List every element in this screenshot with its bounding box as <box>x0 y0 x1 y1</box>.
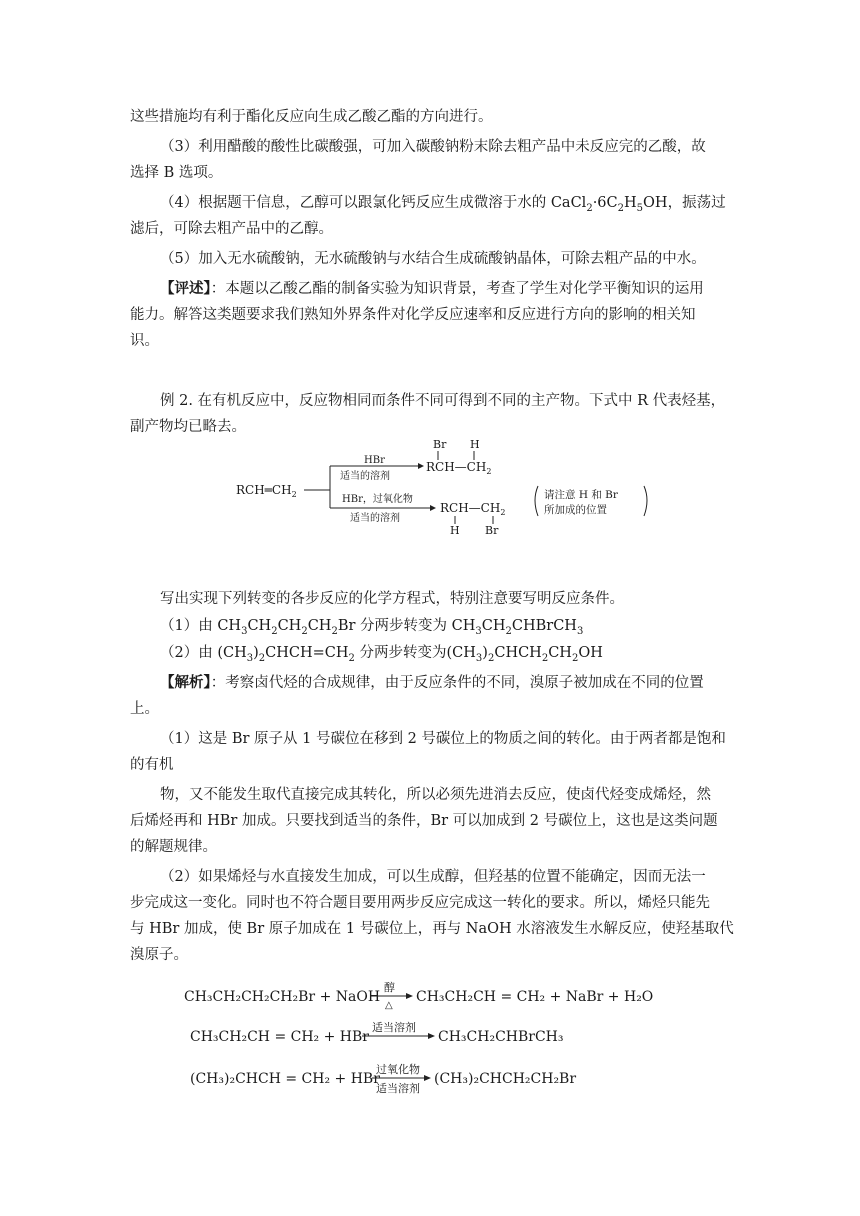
equation-2-condition-top: 适当溶剂 <box>372 1021 416 1034</box>
para-conclusion: 这些措施均有利于酯化反应向生成乙酸乙酯的方向进行。 <box>130 109 493 125</box>
equation-1-arrow-head <box>406 993 413 999</box>
example-2-line-1: 例 2. 在有机反应中，反应物相同而条件不同可得到不同的主产物。下式中 R 代表烃基， <box>160 393 726 409</box>
item-4-line-1: （4）根据题干信息，乙醇可以跟氯化钙反应生成微溶于水的 $CaCl_2\cdot 6C_2H_5OH$，振荡过 <box>160 195 726 214</box>
product-2-formula: $RCH—CH_2$ <box>440 501 506 517</box>
equation-2-right: CH₃CH₂CHBrCH₃ <box>438 1029 564 1045</box>
product-2-br: Br <box>485 524 499 537</box>
note-bracket-left <box>535 486 538 516</box>
analysis-line-1: 【解析】：考察卤代烃的合成规律，由于反应条件的不同，溴原子被加成在不同的位置 <box>160 674 704 691</box>
analysis-tag: 【解析】 <box>160 674 211 691</box>
analysis-part-2-line-3: 与 HBr 加成，使 Br 原子加成在 1 号碳位上，再与 NaOH 水溶液发生水解反应，使羟基取代 <box>130 921 734 937</box>
analysis-part-2-line-4: 溴原子。 <box>130 947 188 963</box>
equation-1-condition-bottom: △ <box>385 1000 393 1011</box>
equation-3-left: (CH₃)₂CHCH = CH₂ + HBr <box>190 1071 380 1087</box>
reactant-label: $RCH═CH_2$ <box>236 483 297 499</box>
analysis-part-1-line-2: 的有机 <box>130 757 174 773</box>
reaction-scheme-diagram <box>232 438 662 538</box>
analysis-part-1-line-5: 的解题规律。 <box>130 839 217 855</box>
item-4-line-2: 滤后，可除去粗产品中的乙醇。 <box>130 221 333 237</box>
product-2-h: H <box>450 524 460 537</box>
product-1-formula: $RCH—CH_2$ <box>426 460 492 476</box>
analysis-part-2-line-1: （2）如果烯烃与水直接发生加成，可以生成醇，但羟基的位置不能确定，因而无法一 <box>160 869 706 885</box>
review-line-1: 【评述】：本题以乙酸乙酯的制备实验为知识背景，考查了学生对化学平衡知识的运用 <box>160 280 704 297</box>
equation-3-condition-bottom: 适当溶剂 <box>376 1082 420 1095</box>
example-2-line-2: 副产物均已略去。 <box>130 419 246 435</box>
task-question-1: （1）由 $CH_3CH_2CH_2CH_2Br$ 分两步转变为 $CH_3CH_2CHBrCH_3$ <box>160 618 584 637</box>
cond-1-bottom: 适当的溶剂 <box>340 471 390 482</box>
analysis-part-2-line-2: 步完成这一变化。同时也不符合题目要用两步反应完成这一转化的要求。所以，烯烃只能先 <box>130 895 710 911</box>
product-1-br: Br <box>433 438 447 451</box>
equation-3-arrow-head <box>424 1075 431 1081</box>
analysis-line-2: 上。 <box>130 701 159 717</box>
item-5-line-1: （5）加入无水硫酸钠，无水硫酸钠与水结合生成硫酸钠晶体，可除去粗产品的中水。 <box>160 251 706 267</box>
item-3-line-1: （3）利用醋酸的酸性比碳酸强，可加入碳酸钠粉末除去粗产品中未反应完的乙酸，故 <box>160 139 706 155</box>
item-3-line-2: 选择 B 选项。 <box>130 165 223 181</box>
review-line-2: 能力。解答这类题要求我们熟知外界条件对化学反应速率和反应进行方向的影响的相关知 <box>130 307 696 323</box>
cond-2-bottom: 适当的溶剂 <box>350 513 400 524</box>
arrow-1-head <box>418 463 424 469</box>
review-tag: 【评述】 <box>160 280 211 297</box>
analysis-part-1-line-3: 物，又不能发生取代直接完成其转化，所以必须先进消去反应，使卤代烃变成烯烃，然 <box>160 787 711 803</box>
equation-1 <box>184 976 684 1012</box>
equation-3-right: (CH₃)₂CHCH₂CH₂Br <box>434 1071 577 1087</box>
equation-2-arrow-head <box>428 1033 435 1039</box>
product-1-h: H <box>470 438 480 451</box>
note-bracket-right <box>644 486 647 516</box>
cond-1-top: HBr <box>364 455 385 466</box>
task-intro: 写出实现下列转变的各步反应的化学方程式，特别注意要写明反应条件。 <box>160 591 624 607</box>
equation-3-condition-top: 过氧化物 <box>376 1063 420 1076</box>
review-line-3: 识。 <box>130 333 159 349</box>
equation-2 <box>190 1016 590 1052</box>
equation-3 <box>190 1058 610 1098</box>
analysis-part-1-line-4: 后烯烃再和 HBr 加成。只要找到适当的条件，Br 可以加成到 2 号碳位上，这也是这类问题 <box>130 813 718 829</box>
arrow-2-head <box>430 505 436 511</box>
analysis-part-1-line-1: （1）这是 Br 原子从 1 号碳位在移到 2 号碳位上的物质之间的转化。由于两者都是饱和 <box>160 731 726 747</box>
equation-2-left: CH₃CH₂CH = CH₂ + HBr <box>190 1029 369 1045</box>
note-line-1: 请注意 H 和 Br <box>544 489 618 501</box>
equation-1-left: CH₃CH₂CH₂CH₂Br + NaOH <box>184 989 381 1005</box>
equation-1-right: CH₃CH₂CH = CH₂ + NaBr + H₂O <box>416 989 654 1005</box>
note-line-2: 所加成的位置 <box>544 504 607 516</box>
cond-2-top: HBr，过氧化物 <box>342 494 413 505</box>
task-question-2: （2）由 $(CH_3)_2CHCH=CH_2$ 分两步转变为$(CH_3)_2CHCH_2CH_2OH$ <box>160 645 603 664</box>
equation-1-condition-top: 醇 <box>384 981 395 994</box>
